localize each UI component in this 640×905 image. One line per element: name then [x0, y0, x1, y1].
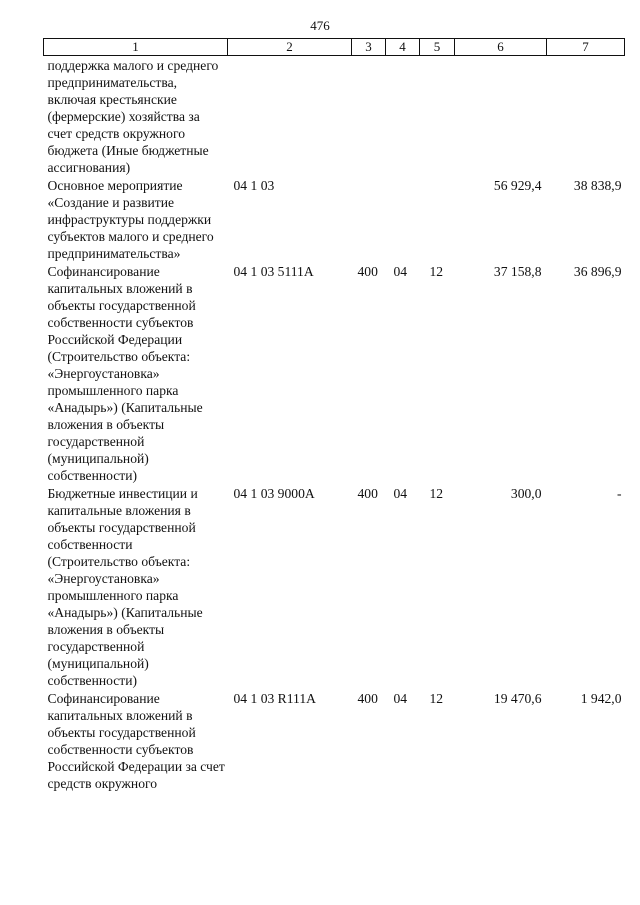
row-sum-year2: 36 896,9	[573, 264, 622, 279]
row-code: 04 1 03 9000А	[233, 486, 315, 501]
row-code: 04 1 03 5111А	[233, 264, 314, 279]
row-sum-year2: 1 942,0	[580, 691, 622, 706]
row-expense-type: 400	[357, 691, 378, 706]
table-row	[44, 262, 625, 484]
row-code: 04 1 03	[233, 178, 275, 193]
row-subsection: 12	[429, 264, 444, 279]
row-code: 04 1 03 R111А	[233, 691, 316, 706]
page-number: 476	[310, 18, 330, 33]
row-name: Основное мероприятие «Создание и развитие инфраструктуры поддержки субъектов малого и среднего предпринимательства»	[47, 178, 214, 261]
row-subsection: 12	[429, 691, 444, 706]
table-row	[44, 176, 625, 262]
row-name: Софинансирование капитальных вложений в объекты государственной собственности субъектов Российской Федерации (Строительство объекта: «Энергоустановка» промышленного парка «Анадырь») (Капитальные вложения в объекты государственной (муниципальной) собственности)	[47, 264, 203, 483]
row-subsection	[420, 56, 455, 177]
column-header-6: 6	[455, 39, 547, 56]
row-expense-type	[352, 56, 386, 177]
column-number-header-row	[44, 39, 625, 56]
table-row	[44, 56, 625, 177]
row-sum-year1: 19 470,6	[493, 691, 542, 706]
column-header-4: 4	[386, 39, 420, 56]
row-code	[228, 56, 352, 177]
row-section	[386, 56, 420, 177]
row-section	[386, 176, 420, 262]
table-row	[44, 689, 625, 792]
row-name: поддержка малого и среднего предпринимательства, включая крестьянские (фермерские) хозяйства за счет средств окружного бюджета (Иные бюджетные ассигнования)	[47, 58, 219, 175]
budget-table	[43, 38, 625, 792]
row-section: 04	[393, 691, 408, 706]
row-name: Софинансирование капитальных вложений в объекты государственной собственности субъектов Российской Федерации за счет средств окружного	[47, 691, 225, 791]
column-header-7: 7	[547, 39, 625, 56]
row-subsection: 12	[429, 486, 444, 501]
row-expense-type	[352, 176, 386, 262]
row-subsection	[420, 176, 455, 262]
row-section: 04	[393, 264, 408, 279]
row-section: 04	[393, 486, 408, 501]
row-sum-year1	[455, 56, 547, 177]
column-header-3: 3	[352, 39, 386, 56]
row-name: Бюджетные инвестиции и капитальные вложения в объекты государственной собственности (Строительство объекта: «Энергоустановка» промышленного парка «Анадырь») (Капитальные вложения в объекты государственной (муниципальной) собственности)	[47, 486, 203, 688]
row-sum-year1: 56 929,4	[493, 178, 542, 193]
column-header-5: 5	[420, 39, 455, 56]
column-header-2: 2	[228, 39, 352, 56]
row-expense-type: 400	[357, 264, 378, 279]
row-sum-year1: 37 158,8	[493, 264, 542, 279]
row-sum-year2: -	[616, 486, 622, 501]
column-header-1: 1	[44, 39, 228, 56]
row-expense-type: 400	[357, 486, 378, 501]
row-sum-year2	[547, 56, 625, 177]
table-row	[44, 484, 625, 689]
row-sum-year1: 300,0	[510, 486, 542, 501]
row-sum-year2: 38 838,9	[573, 178, 622, 193]
